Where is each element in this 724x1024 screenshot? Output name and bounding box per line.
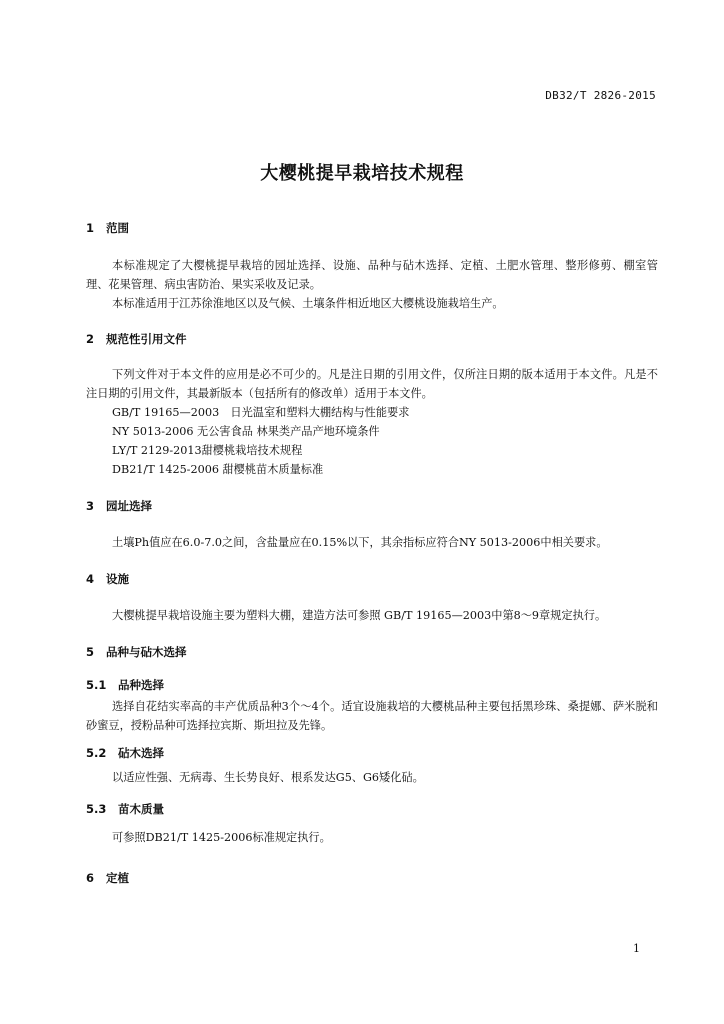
paragraph: 本标准规定了大樱桃提早栽培的园址选择、设施、品种与砧木选择、定植、土肥水管理、整形修剪、棚室管理、花果管理、病虫害防治、果实采收及记录。 <box>86 259 658 291</box>
subsection-number: 5.1 <box>86 678 107 692</box>
subsection-heading-5-2 <box>86 743 658 763</box>
section-number: 5 <box>86 645 95 659</box>
paragraph: 大樱桃提早栽培设施主要为塑料大棚，建造方法可参照 GB/T 19165—2003中第8～9章规定执行。 <box>112 609 607 622</box>
section-title: 范围 <box>106 221 129 235</box>
reference-item: NY 5013-2006 无公害食品 林果类产品产地环境条件 <box>112 425 380 438</box>
section-number: 4 <box>86 572 95 586</box>
section-heading-4 <box>86 569 658 589</box>
section-number: 2 <box>86 332 95 346</box>
section-number: 3 <box>86 499 95 513</box>
section-number: 1 <box>86 221 95 235</box>
subsection-title: 品种选择 <box>118 678 164 692</box>
section-title: 规范性引用文件 <box>106 332 187 346</box>
section-number: 6 <box>86 871 95 885</box>
subsection-heading-5-1 <box>86 675 658 695</box>
subsection-title: 苗木质量 <box>118 802 164 816</box>
reference-item: GB/T 19165—2003 日光温室和塑料大棚结构与性能要求 <box>112 406 410 419</box>
section-heading-5 <box>86 642 658 662</box>
subsection-title: 砧木选择 <box>118 746 164 760</box>
reference-item: DB21/T 1425-2006 甜樱桃苗木质量标准 <box>112 463 324 476</box>
page-number: 1 <box>633 942 640 955</box>
paragraph: 下列文件对于本文件的应用是必不可少的。凡是注日期的引用文件，仅所注日期的版本适用于本文件。凡是不注日期的引用文件，其最新版本（包括所有的修改单）适用于本文件。 <box>86 368 658 400</box>
section-title: 品种与砧木选择 <box>106 645 187 659</box>
standard-code: DB32/T 2826-2015 <box>545 89 656 102</box>
subsection-number: 5.2 <box>86 746 107 760</box>
paragraph: 以适应性强、无病毒、生长势良好、根系发达G5、G6矮化砧。 <box>112 771 424 784</box>
section-title: 设施 <box>106 572 129 586</box>
document-body <box>86 218 658 888</box>
document-title: 大樱桃提早栽培技术规程 <box>260 163 464 184</box>
section-title: 园址选择 <box>106 499 152 513</box>
paragraph: 本标准适用于江苏徐淮地区以及气候、土壤条件相近地区大樱桃设施栽培生产。 <box>112 297 504 310</box>
section-title: 定植 <box>106 871 129 885</box>
paragraph: 土壤Ph值应在6.0-7.0之间，含盐量应在0.15%以下，其余指标应符合NY 5013-2006中相关要求。 <box>112 536 608 549</box>
reference-item: LY/T 2129-2013甜樱桃栽培技术规程 <box>112 444 303 457</box>
section-heading-6 <box>86 868 658 888</box>
section-heading-2 <box>86 329 658 349</box>
paragraph: 选择自花结实率高的丰产优质品种3个～4个。适宜设施栽培的大樱桃品种主要包括黑珍珠、桑提娜、萨米脱和砂蜜豆，授粉品种可选择拉宾斯、斯坦拉及先锋。 <box>86 700 658 732</box>
subsection-heading-5-3 <box>86 799 658 819</box>
section-heading-1 <box>86 218 658 238</box>
paragraph: 可参照DB21/T 1425-2006标准规定执行。 <box>112 831 331 844</box>
section-heading-3 <box>86 496 658 516</box>
subsection-number: 5.3 <box>86 802 107 816</box>
